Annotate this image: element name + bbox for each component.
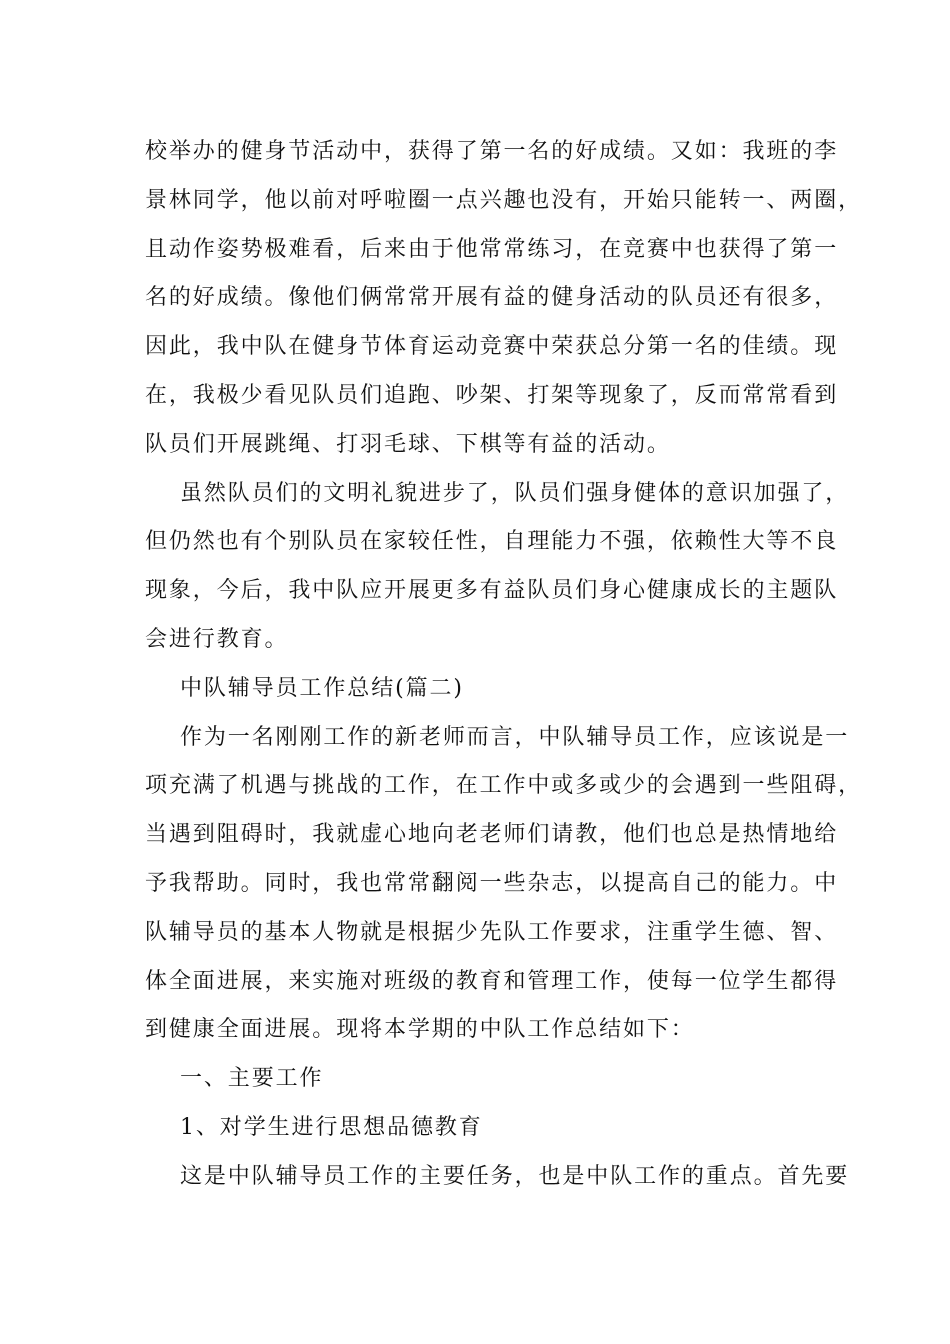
- text-line: 项充满了机遇与挑战的工作，在工作中或多或少的会遇到一些阻碍，: [145, 773, 863, 799]
- text-line: 且动作姿势极难看，后来由于他常常练习，在竞赛中也获得了第一: [145, 236, 839, 262]
- text-line: 在，我极少看见队员们追跑、吵架、打架等现象了，反而常常看到: [145, 382, 839, 408]
- section-heading: 一、主要工作: [180, 1066, 324, 1092]
- text-line: 队员们开展跳绳、打羽毛球、下棋等有益的活动。: [145, 431, 671, 457]
- paragraph-start-line: 这是中队辅导员工作的主要任务，也是中队工作的重点。首先要: [180, 1163, 850, 1189]
- paragraph-start-line: 作为一名刚刚工作的新老师而言，中队辅导员工作，应该说是一: [180, 724, 850, 750]
- subsection-heading: 1、对学生进行思想品德教育: [180, 1114, 483, 1140]
- text-line: 因此，我中队在健身节体育运动竞赛中荣获总分第一名的佳绩。现: [145, 334, 839, 360]
- text-line: 校举办的健身节活动中，获得了第一名的好成绩。又如：我班的李: [145, 139, 839, 164]
- text-line: 队辅导员的基本人物就是根据少先队工作要求，注重学生德、智、: [145, 919, 839, 945]
- text-line: 现象，今后，我中队应开展更多有益队员们身心健康成长的主题队: [145, 578, 839, 604]
- section-heading: 中队辅导员工作总结(篇二): [180, 675, 464, 701]
- text-line: 但仍然也有个别队员在家较任性，自理能力不强，依赖性大等不良: [145, 529, 839, 555]
- text-line: 当遇到阻碍时，我就虚心地向老老师们请教，他们也总是热情地给: [145, 822, 839, 848]
- paragraph-start-line: 虽然队员们的文明礼貌进步了，队员们强身健体的意识加强了，: [180, 480, 850, 506]
- text-line: 到健康全面进展。现将本学期的中队工作总结如下：: [145, 1017, 695, 1043]
- text-line: 会进行教育。: [145, 626, 289, 652]
- text-line: 名的好成绩。像他们俩常常开展有益的健身活动的队员还有很多，: [145, 285, 839, 311]
- text-line: 予我帮助。同时，我也常常翻阅一些杂志，以提高自己的能力。中: [145, 870, 839, 896]
- text-line: 体全面进展，来实施对班级的教育和管理工作，使每一位学生都得: [145, 968, 839, 994]
- document-body: [145, 128, 863, 1202]
- text-line: 景林同学，他以前对呼啦圈一点兴趣也没有，开始只能转一、两圈，: [145, 187, 863, 213]
